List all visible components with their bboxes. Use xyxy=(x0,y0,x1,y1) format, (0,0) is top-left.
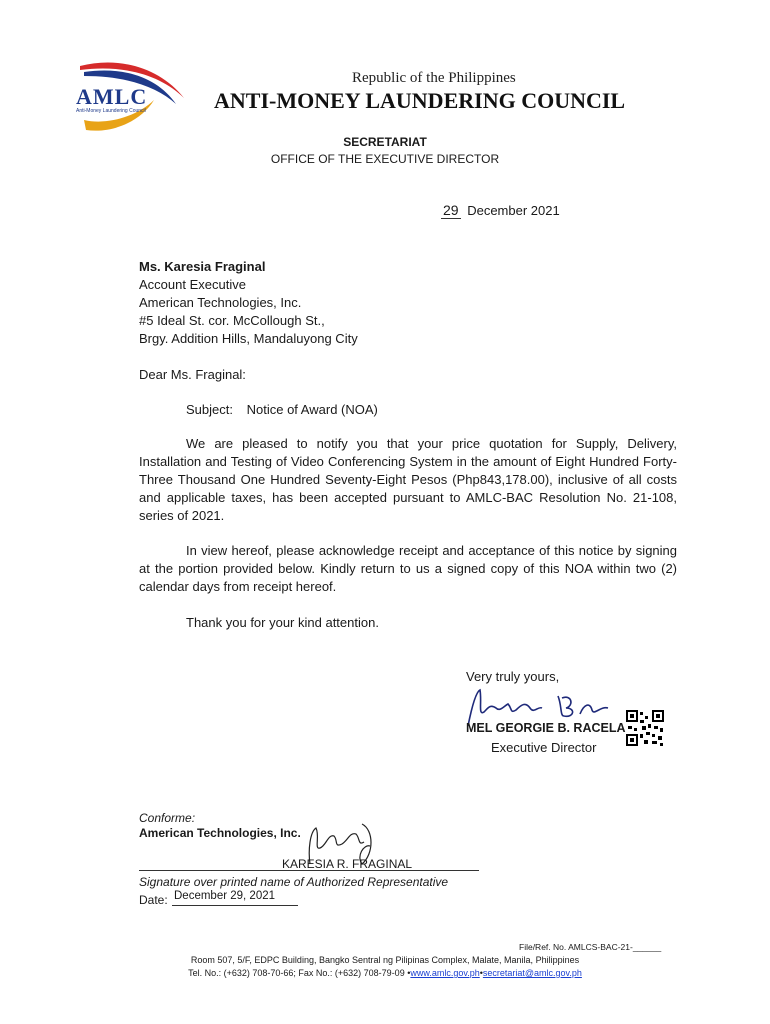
signatory-title: Executive Director xyxy=(491,740,597,755)
date-line xyxy=(172,905,298,906)
footer-bullet-2: • xyxy=(479,968,483,978)
footer-website-link[interactable]: www.amlc.gov.ph xyxy=(410,968,480,978)
conforme-company: American Technologies, Inc. xyxy=(139,826,301,840)
footer-bullet-1: • xyxy=(407,968,411,978)
secretariat-heading: SECRETARIAT xyxy=(343,135,427,149)
letter-date xyxy=(441,202,560,218)
signature-caption: Signature over printed name of Authorized Representative xyxy=(139,875,449,889)
republic-line: Republic of the Philippines xyxy=(352,70,516,86)
date-day: 29 xyxy=(443,202,459,218)
conforme-date-label: Date: xyxy=(139,893,168,907)
conforme-label: Conforme: xyxy=(139,811,196,825)
recipient-title: Account Executive xyxy=(139,277,246,292)
recipient-block xyxy=(139,258,358,348)
closing: Very truly yours, xyxy=(466,669,560,684)
paragraph-thanks: Thank you for your kind attention. xyxy=(186,615,379,630)
paragraph-acknowledge: In view hereof, please acknowledge receipt and acceptance of this notice by signing at the portion provided below. Kindly return to us a signed copy of this NOA within two (2) calendar days from receipt hereof. xyxy=(139,543,677,594)
subject-value: Notice of Award (NOA) xyxy=(246,402,378,417)
amlc-logo xyxy=(70,58,190,136)
printed-name: KARESIA R. FRAGINAL xyxy=(282,857,413,871)
logo-subtext: Anti-Money Laundering Council xyxy=(76,108,146,114)
logo-text: AMLC xyxy=(76,84,148,109)
council-name: ANTI-MONEY LAUNDERING COUNCIL xyxy=(214,88,626,113)
file-reference: File/Ref. No. AMLCS-BAC-21-______ xyxy=(519,942,662,952)
signatory-name: MEL GEORGIE B. RACELA xyxy=(466,721,626,735)
subject-label: Subject: xyxy=(186,402,233,417)
footer-address: Room 507, 5/F, EDPC Building, Bangko Sentral ng Pilipinas Complex, Malate, Manila, Philippines xyxy=(190,955,580,965)
qr-code-icon xyxy=(626,710,666,748)
footer-contacts xyxy=(0,968,770,978)
salutation: Dear Ms. Fraginal: xyxy=(139,367,246,382)
conforme-date-value: December 29, 2021 xyxy=(174,890,276,902)
recipient-company: American Technologies, Inc. xyxy=(139,295,302,310)
recipient-address2: Brgy. Addition Hills, Mandaluyong City xyxy=(139,331,358,346)
date-month-year: December 2021 xyxy=(467,203,560,218)
footer-phone: Tel. No.: (+632) 708-70-66; Fax No.: (+632) 708-79-09 xyxy=(188,968,405,978)
recipient-name: Ms. Karesia Fraginal xyxy=(139,259,266,274)
paragraph-award: We are pleased to notify you that your price quotation for Supply, Delivery, Installation and Testing of Video Conferencing System in the amount of Eight Hundred Forty-Three Thousand One Hundred Seventy-Eight Pesos (Php843,178.00), inclusive of all costs and applicable taxes, has been accepted pursuant to AMLC-BAC Resolution No. 21-108, series of 2021. xyxy=(139,436,677,523)
footer-email-link[interactable]: secretariat@amlc.gov.ph xyxy=(482,968,582,978)
recipient-address1: #5 Ideal St. cor. McCollough St., xyxy=(139,313,325,328)
subject-line xyxy=(186,401,378,419)
office-heading: OFFICE OF THE EXECUTIVE DIRECTOR xyxy=(270,152,500,166)
